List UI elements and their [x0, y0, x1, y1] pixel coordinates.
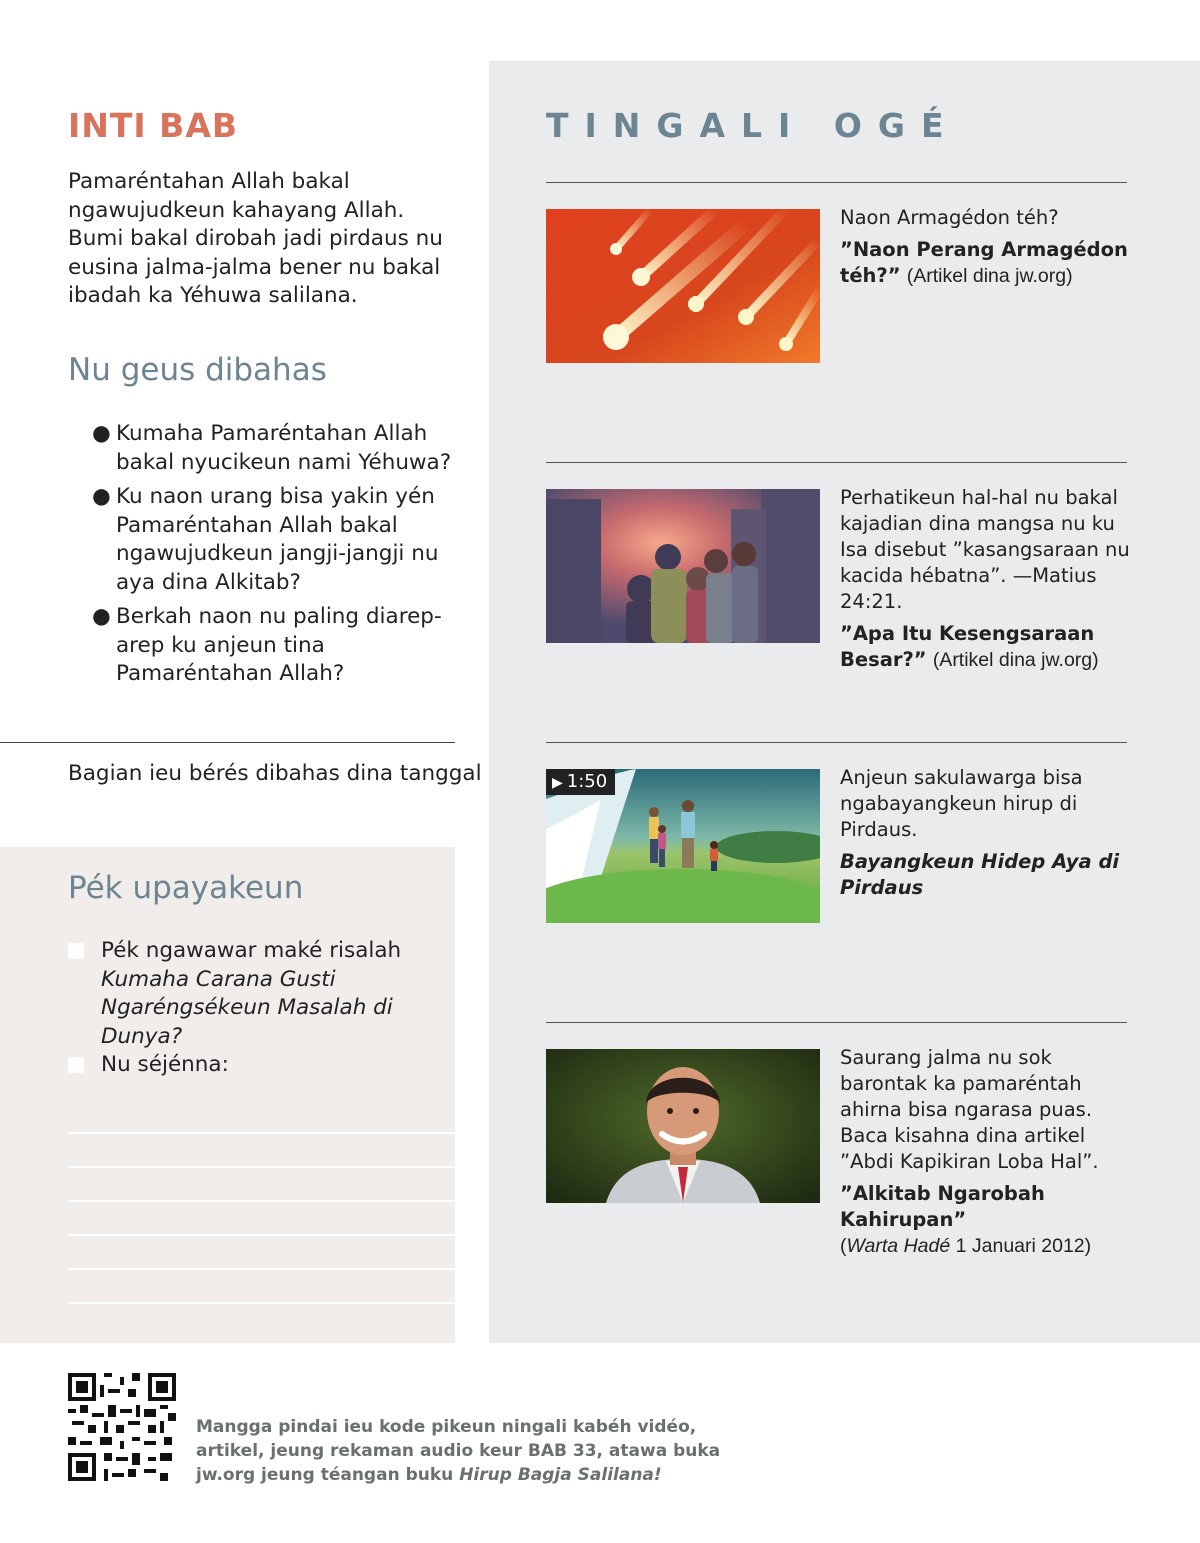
checkbox-tract[interactable]	[68, 943, 84, 959]
completion-date-label: Bagian ieu bérés dibahas dina tanggal	[68, 761, 482, 786]
bullet-icon: ●	[92, 604, 111, 629]
qr-code-icon[interactable]	[68, 1373, 176, 1481]
review-question: ● Berkah naon nu paling diarep-arep ku anjeun tina Pamaréntahan Allah?	[92, 604, 442, 686]
bullet-icon: ●	[92, 421, 111, 446]
writing-line[interactable]	[68, 1234, 455, 1236]
writing-line[interactable]	[68, 1268, 455, 1270]
bullet-icon: ●	[92, 484, 111, 509]
goal-item-tract: Pék ngawawar maké risalah Kumaha Carana Gusti Ngaréngsékeun Masalah di Dunya?	[101, 938, 402, 1049]
see-also-item-2	[840, 485, 1130, 679]
item-description: Perhatikeun hal-hal nu bakal kajadian dina mangsa nu ku Isa disebut ”kasangsaraan nu kacida hébatna”. —Matius 24:21.	[840, 486, 1130, 613]
divider	[546, 462, 1127, 463]
family-tribulation-image[interactable]	[546, 489, 820, 643]
item-description: Anjeun sakulawarga bisa ngabayangkeun hirup di Pirdaus.	[840, 766, 1083, 841]
review-question: ● Ku naon urang bisa yakin yén Pamaréntahan Allah bakal ngawujudkeun jangji-jangji nu aya dina Alkitab?	[92, 484, 439, 595]
item-link[interactable]: ”Naon Perang Armagédon téh?” (Artikel dina jw.org)	[840, 238, 1128, 287]
goal-item-other: Nu séjénna:	[101, 1052, 229, 1077]
divider	[546, 182, 1127, 183]
see-also-item-4	[840, 1045, 1130, 1265]
footer-note: Mangga pindai ieu kode pikeun ningali kabéh vidéo, artikel, jeung rekaman audio keur BAB 33, atawa buka jw.org jeung téangan buku Hirup Bagja Salilana!	[196, 1417, 721, 1485]
item-link[interactable]: Bayangkeun Hidep Aya di Pirdaus	[840, 850, 1120, 899]
try-this-heading: Pék upayakeun	[68, 870, 304, 906]
play-icon: ▶	[552, 775, 563, 791]
item-description: Saurang jalma nu sok barontak ka pamaréntah ahirna bisa ngarasa puas. Baca kisahna dina artikel ”Abdi Kapikiran Loba Hal”.	[840, 1046, 1099, 1173]
paradise-video-thumbnail[interactable]	[546, 769, 820, 923]
review-questions	[92, 420, 452, 695]
item-link[interactable]: ”Apa Itu Kesengsaraan Besar?” (Artikel dina jw.org)	[840, 622, 1099, 671]
video-duration-badge: ▶ 1:50	[546, 769, 615, 795]
section-title-inti-bab: INTI BAB	[68, 106, 239, 145]
divider	[546, 742, 1127, 743]
see-also-item-3	[840, 765, 1130, 907]
writing-line[interactable]	[68, 1166, 455, 1168]
man-portrait-image[interactable]	[546, 1049, 820, 1203]
item-link[interactable]: ”Alkitab Ngarobah Kahirupan” (Warta Hadé 1 Januari 2012)	[840, 1182, 1092, 1257]
writing-line[interactable]	[68, 1200, 455, 1202]
item-source: (Warta Hadé 1 Januari 2012)	[840, 1235, 1092, 1257]
writing-line[interactable]	[68, 1302, 455, 1304]
divider	[0, 742, 455, 743]
see-also-heading: TINGALI OGÉ	[546, 106, 960, 145]
checkbox-other[interactable]	[68, 1057, 84, 1073]
meteors-image[interactable]	[546, 209, 820, 363]
item-description: Naon Armagédon téh?	[840, 206, 1059, 229]
see-also-item-1	[840, 205, 1130, 295]
writing-line[interactable]	[68, 1132, 455, 1134]
review-heading: Nu geus dibahas	[68, 352, 327, 388]
divider	[546, 1022, 1127, 1023]
chapter-summary: Pamaréntahan Allah bakal ngawujudkeun kahayang Allah. Bumi bakal dirobah jadi pirdaus nu eusina jalma-jalma bener nu bakal ibadah ka Yéhuwa salilana.	[68, 169, 443, 308]
review-question: ● Kumaha Pamaréntahan Allah bakal nyucikeun nami Yéhuwa?	[92, 421, 452, 475]
